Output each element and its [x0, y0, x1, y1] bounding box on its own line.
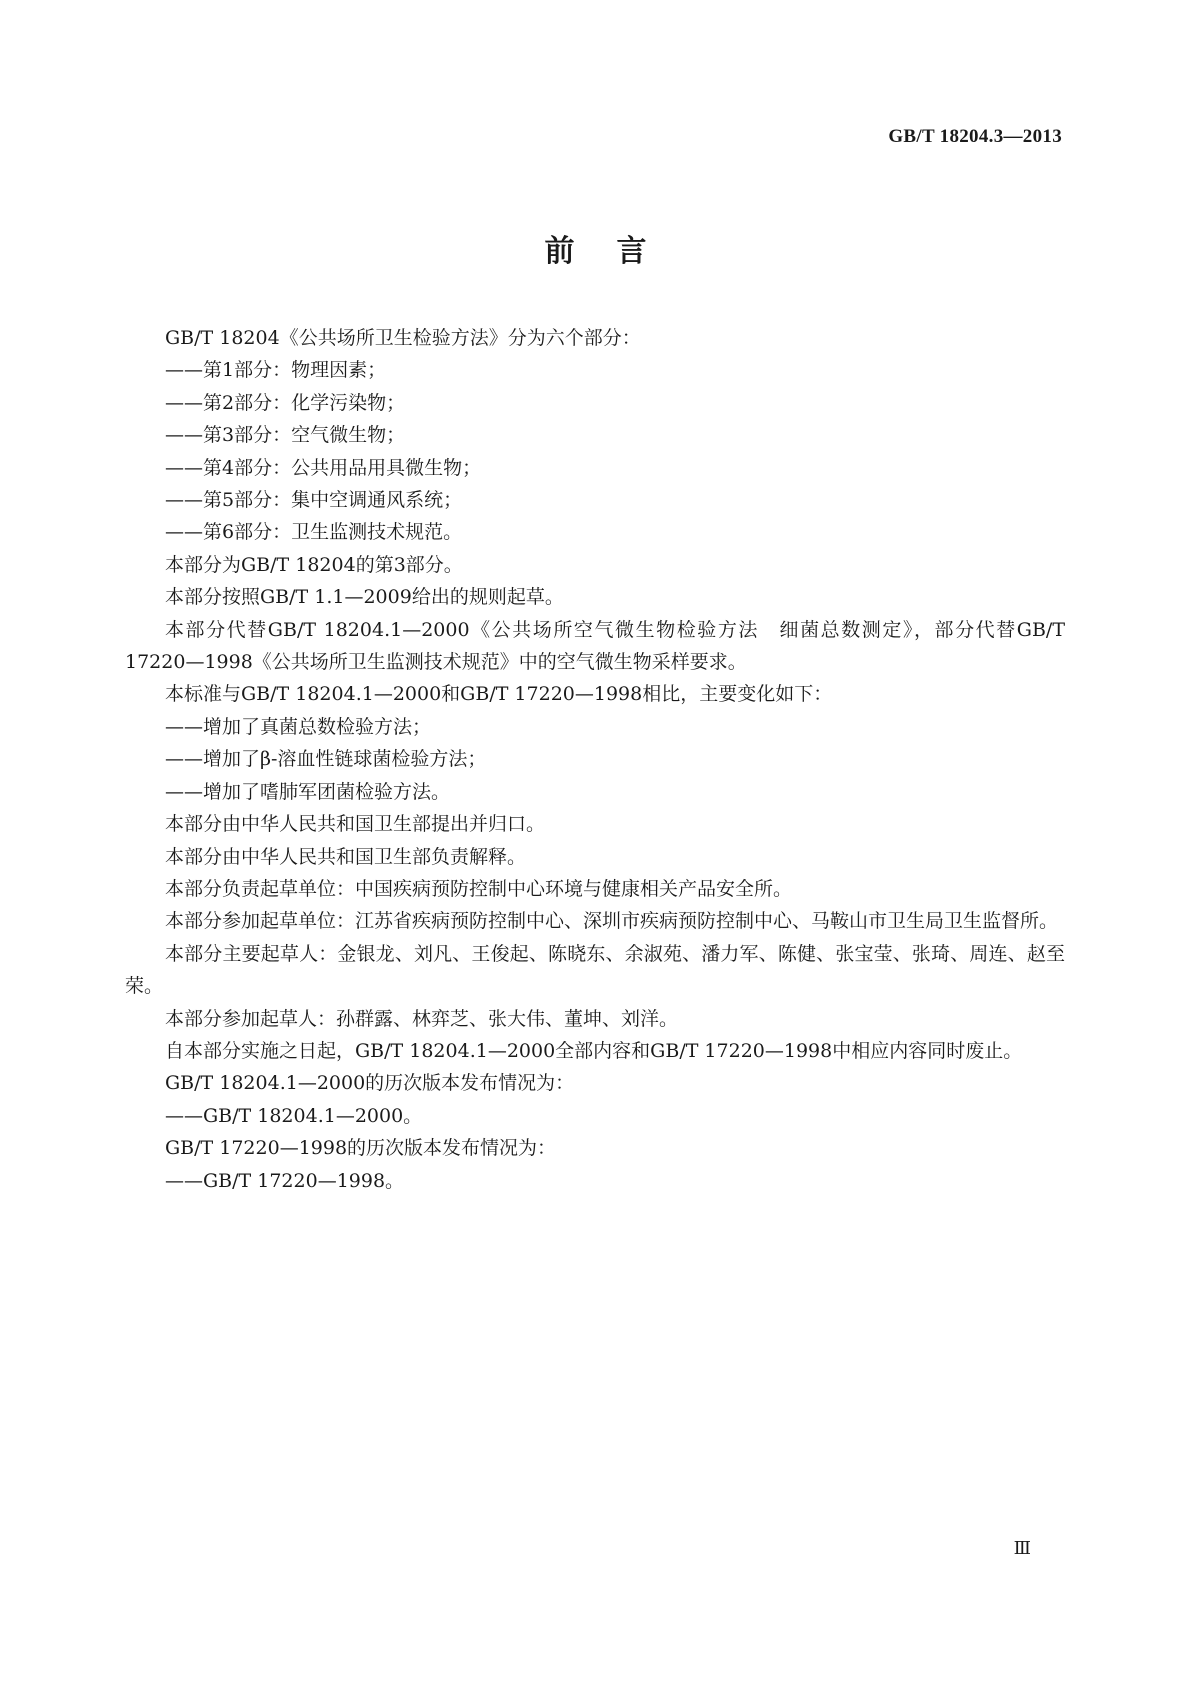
paragraph-replaces: 本部分代替GB/T 18204.1—2000《公共场所空气微生物检验方法 细菌总数测定》，部分代替GB/T 17220—1998《公共场所卫生监测技术规范》中的空气微生物采样要求。: [125, 618, 1065, 674]
list-item-part-3: ——第3部分：空气微生物；: [165, 424, 406, 447]
paragraph-abolition: 自本部分实施之日起，GB/T 18204.1—2000全部内容和GB/T 17220—1998中相应内容同时废止。: [165, 1039, 1023, 1062]
page-number: Ⅲ: [1013, 1538, 1031, 1558]
preface-body: [125, 322, 1065, 1197]
paragraph-participating-units: 本部分参加起草单位：江苏省疾病预防控制中心、深圳市疾病预防控制中心、马鞍山市卫生局卫生监督所。: [165, 910, 1059, 933]
list-item-change-1: ——增加了真菌总数检验方法；: [165, 715, 432, 738]
paragraph-history-17220: GB/T 17220—1998的历次版本发布情况为：: [165, 1137, 557, 1160]
paragraph-interpreted-by: 本部分由中华人民共和国卫生部负责解释。: [165, 845, 527, 868]
list-item-change-3: ——增加了嗜肺军团菌检验方法。: [165, 780, 451, 803]
page-title: 前言: [544, 234, 689, 269]
paragraph-main-drafters: 本部分主要起草人：金银龙、刘凡、王俊起、陈晓东、余淑苑、潘力军、陈健、张宝莹、张琦、周连、赵至荣。: [125, 942, 1065, 998]
paragraph-this-part: 本部分为GB/T 18204的第3部分。: [165, 553, 463, 576]
standard-number: GB/T 18204.3—2013: [888, 126, 1062, 147]
paragraph-participating-drafters: 本部分参加起草人：孙群露、林弈芝、张大伟、董坤、刘洋。: [165, 1007, 679, 1030]
list-item-history-18204: ——GB/T 18204.1—2000。: [165, 1104, 423, 1127]
list-item-part-5: ——第5部分：集中空调通风系统；: [165, 489, 463, 512]
list-item-history-17220: ——GB/T 17220—1998。: [165, 1169, 405, 1192]
list-item-part-1: ——第1部分：物理因素；: [165, 359, 387, 382]
paragraph-drafting-rules: 本部分按照GB/T 1.1—2009给出的规则起草。: [165, 586, 564, 609]
paragraph-history-18204: GB/T 18204.1—2000的历次版本发布情况为：: [165, 1072, 575, 1095]
paragraph-proposed-by: 本部分由中华人民共和国卫生部提出并归口。: [165, 813, 546, 836]
list-item-part-4: ——第4部分：公共用品用具微生物；: [165, 456, 482, 479]
list-item-part-2: ——第2部分：化学污染物；: [165, 391, 406, 414]
list-item-change-2: ——增加了β-溶血性链球菌检验方法；: [165, 748, 487, 771]
paragraph-parts-intro: GB/T 18204《公共场所卫生检验方法》分为六个部分：: [165, 327, 641, 349]
paragraph-lead-drafter-unit: 本部分负责起草单位：中国疾病预防控制中心环境与健康相关产品安全所。: [165, 877, 793, 900]
paragraph-changes-intro: 本标准与GB/T 18204.1—2000和GB/T 17220—1998相比，主要变化如下：: [165, 683, 833, 706]
list-item-part-6: ——第6部分：卫生监测技术规范。: [165, 521, 463, 544]
